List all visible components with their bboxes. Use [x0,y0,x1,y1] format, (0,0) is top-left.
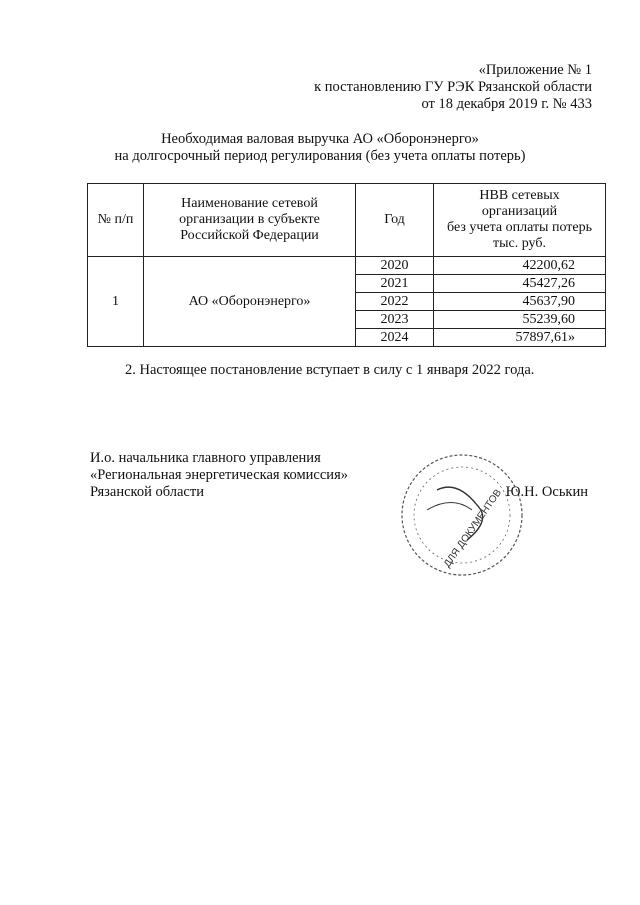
nvv-table [87,183,606,347]
title-line-1: Необходимая валовая выручка АО «Оборонэнерго» [161,131,479,147]
row-year: 2023 [356,311,434,329]
row-year: 2021 [356,275,434,293]
header-nvv [434,184,606,257]
table-row [88,257,606,275]
paragraph-effective-date: 2. Настоящее постановление вступает в силу с 1 января 2022 года. [125,362,535,378]
row-value: 42200,62 [434,257,606,275]
signer-name: Ю.Н. Оськин [505,484,588,500]
row-value: 55239,60 [434,311,606,329]
row-value: 45637,90 [434,293,606,311]
row-year: 2020 [356,257,434,275]
header-nvv-line-1: НВВ сетевых [479,188,560,203]
annex-header [314,62,592,113]
annex-line-2: к постановлению ГУ РЭК Рязанской области [314,79,592,95]
title-line-2: на долгосрочный период регулирования (без учета оплаты потерь) [114,148,526,164]
row-value: 45427,26 [434,275,606,293]
header-nvv-line-3: без учета оплаты потерь [447,220,592,235]
signature-line-3: Рязанской области [90,484,204,500]
header-year: Год [356,184,434,257]
header-org-line-1: Наименование сетевой [181,196,318,211]
header-num: № п/п [88,184,144,257]
annex-line-3: от 18 декабря 2019 г. № 433 [421,96,592,112]
signature-line-1: И.о. начальника главного управления [90,450,321,466]
header-org-line-2: организации в субъекте [179,212,320,227]
row-year: 2022 [356,293,434,311]
signature-line-2: «Региональная энергетическая комиссия» [90,467,348,483]
header-org-name [144,184,356,257]
header-nvv-line-4: тыс. руб. [493,236,546,251]
header-nvv-line-2: организаций [481,204,558,219]
row-num: 1 [88,257,144,347]
row-org: АО «Оборонэнерго» [144,257,356,347]
signature-block [90,450,348,501]
table-header-row [88,184,606,257]
document-title [0,131,640,165]
stamp-text: ДЛЯ ДОКУМЕНТОВ [441,487,504,570]
annex-line-1: «Приложение № 1 [478,62,592,78]
header-org-line-3: Российской Федерации [180,228,319,243]
official-stamp [397,450,527,580]
row-value: 57897,61» [434,329,606,347]
row-year: 2024 [356,329,434,347]
